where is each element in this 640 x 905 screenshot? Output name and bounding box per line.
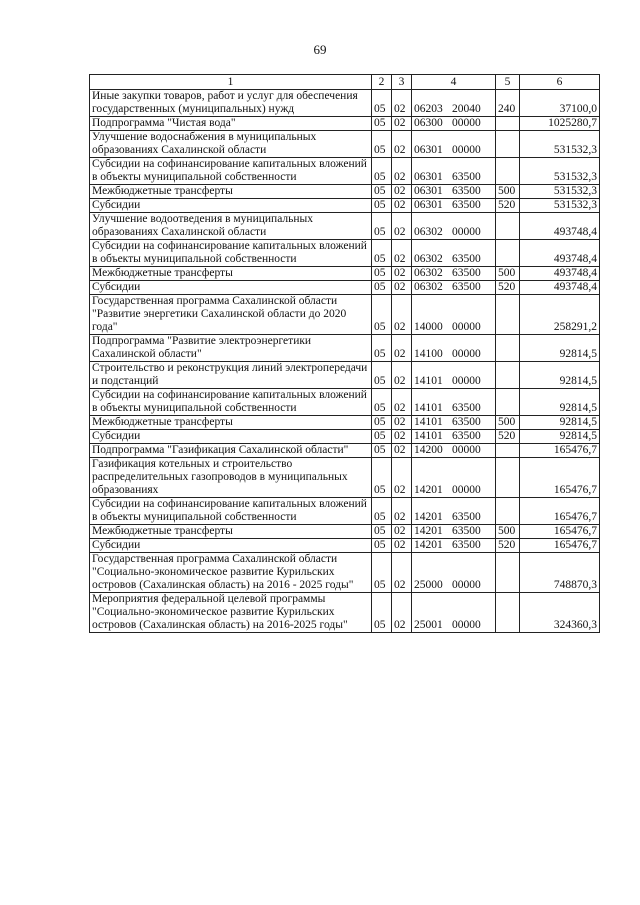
target-article-program-code: 06301 [414, 185, 443, 197]
row-expense-type [496, 593, 520, 633]
row-section: 05 [372, 213, 392, 240]
row-target-article [412, 117, 496, 131]
row-name: Субсидии на софинансирование капитальных вложений в объекты муниципальной собственности [90, 389, 372, 416]
row-expense-type [496, 389, 520, 416]
target-article-program-code: 14201 [414, 539, 443, 551]
row-expense-type [496, 117, 520, 131]
row-expense-type: 500 [496, 185, 520, 199]
row-subsection: 02 [392, 444, 412, 458]
row-subsection: 02 [392, 362, 412, 389]
header-col-5: 5 [496, 75, 520, 90]
target-article-direction-code: 63500 [452, 185, 481, 197]
target-article-direction-code: 00000 [452, 619, 481, 631]
row-expense-type [496, 335, 520, 362]
target-article-program-code: 14201 [414, 525, 443, 537]
row-target-article [412, 158, 496, 185]
row-amount: 37100,0 [520, 90, 600, 117]
row-expense-type [496, 213, 520, 240]
row-target-article [412, 416, 496, 430]
row-subsection: 02 [392, 117, 412, 131]
target-article-program-code: 14201 [414, 484, 443, 496]
row-amount: 493748,4 [520, 213, 600, 240]
header-col-2: 2 [372, 75, 392, 90]
row-target-article [412, 131, 496, 158]
row-name: Межбюджетные трансферты [90, 185, 372, 199]
row-name: Подпрограмма "Газификация Сахалинской области" [90, 444, 372, 458]
row-expense-type: 500 [496, 267, 520, 281]
row-section: 05 [372, 267, 392, 281]
target-article-direction-code: 63500 [452, 402, 481, 414]
row-name: Строительство и реконструкция линий электропередачи и подстанций [90, 362, 372, 389]
table-row [90, 240, 600, 267]
table-row [90, 389, 600, 416]
table-row [90, 199, 600, 213]
row-subsection: 02 [392, 267, 412, 281]
table-row [90, 362, 600, 389]
row-name: Субсидии [90, 430, 372, 444]
table-row [90, 213, 600, 240]
row-expense-type [496, 458, 520, 498]
target-article-program-code: 14101 [414, 430, 443, 442]
row-subsection: 02 [392, 389, 412, 416]
target-article-direction-code: 00000 [452, 444, 481, 456]
row-subsection: 02 [392, 185, 412, 199]
row-target-article [412, 240, 496, 267]
row-section: 05 [372, 362, 392, 389]
row-target-article [412, 335, 496, 362]
row-subsection: 02 [392, 335, 412, 362]
row-subsection: 02 [392, 213, 412, 240]
row-amount: 92814,5 [520, 416, 600, 430]
target-article-program-code: 06301 [414, 171, 443, 183]
row-amount: 748870,3 [520, 553, 600, 593]
row-expense-type: 520 [496, 199, 520, 213]
row-target-article [412, 281, 496, 295]
row-target-article [412, 430, 496, 444]
row-section: 05 [372, 158, 392, 185]
target-article-direction-code: 00000 [452, 117, 481, 129]
table-row [90, 430, 600, 444]
header-col-3: 3 [392, 75, 412, 90]
row-amount: 92814,5 [520, 362, 600, 389]
row-expense-type [496, 498, 520, 525]
row-expense-type: 520 [496, 430, 520, 444]
table-row [90, 553, 600, 593]
row-section: 05 [372, 281, 392, 295]
target-article-direction-code: 00000 [452, 375, 481, 387]
row-section: 05 [372, 416, 392, 430]
row-section: 05 [372, 553, 392, 593]
target-article-direction-code: 00000 [452, 579, 481, 591]
table-row [90, 539, 600, 553]
row-expense-type [496, 131, 520, 158]
row-amount: 165476,7 [520, 539, 600, 553]
row-target-article [412, 90, 496, 117]
row-subsection: 02 [392, 90, 412, 117]
row-target-article [412, 539, 496, 553]
target-article-program-code: 06302 [414, 281, 443, 293]
row-name: Подпрограмма "Чистая вода" [90, 117, 372, 131]
row-section: 05 [372, 199, 392, 213]
target-article-direction-code: 63500 [452, 430, 481, 442]
row-target-article [412, 199, 496, 213]
table-row [90, 295, 600, 335]
target-article-direction-code: 00000 [452, 321, 481, 333]
row-amount: 165476,7 [520, 498, 600, 525]
row-subsection: 02 [392, 416, 412, 430]
row-section: 05 [372, 90, 392, 117]
row-amount: 493748,4 [520, 240, 600, 267]
target-article-direction-code: 63500 [452, 416, 481, 428]
target-article-direction-code: 00000 [452, 348, 481, 360]
table-row [90, 158, 600, 185]
row-expense-type [496, 295, 520, 335]
header-col-6: 6 [520, 75, 600, 90]
row-expense-type: 500 [496, 416, 520, 430]
row-subsection: 02 [392, 430, 412, 444]
table-row [90, 593, 600, 633]
table-row [90, 444, 600, 458]
row-expense-type: 520 [496, 281, 520, 295]
target-article-direction-code: 00000 [452, 144, 481, 156]
row-amount: 258291,2 [520, 295, 600, 335]
target-article-program-code: 25001 [414, 619, 443, 631]
target-article-program-code: 06203 [414, 103, 443, 115]
target-article-program-code: 06302 [414, 253, 443, 265]
table-row [90, 185, 600, 199]
page-number: 69 [313, 42, 327, 57]
table-row [90, 117, 600, 131]
row-section: 05 [372, 593, 392, 633]
row-amount: 531532,3 [520, 185, 600, 199]
row-section: 05 [372, 458, 392, 498]
table-row [90, 90, 600, 117]
row-target-article [412, 295, 496, 335]
row-amount: 493748,4 [520, 281, 600, 295]
row-amount: 165476,7 [520, 444, 600, 458]
target-article-program-code: 06302 [414, 267, 443, 279]
row-name: Субсидии [90, 199, 372, 213]
row-name: Субсидии [90, 539, 372, 553]
row-amount: 531532,3 [520, 131, 600, 158]
row-section: 05 [372, 117, 392, 131]
table-row [90, 281, 600, 295]
row-expense-type: 520 [496, 539, 520, 553]
header-col-1: 1 [90, 75, 372, 90]
row-target-article [412, 389, 496, 416]
row-section: 05 [372, 295, 392, 335]
table-row [90, 335, 600, 362]
target-article-program-code: 06300 [414, 117, 443, 129]
table-body [90, 90, 600, 633]
row-target-article [412, 267, 496, 281]
row-name: Государственная программа Сахалинской области "Развитие энергетики Сахалинской области до 2020 года" [90, 295, 372, 335]
row-subsection: 02 [392, 593, 412, 633]
row-target-article [412, 525, 496, 539]
row-subsection: 02 [392, 553, 412, 593]
table-row [90, 131, 600, 158]
row-name: Подпрограмма "Развитие электроэнергетики Сахалинской области" [90, 335, 372, 362]
row-section: 05 [372, 430, 392, 444]
row-name: Субсидии на софинансирование капитальных вложений в объекты муниципальной собственности [90, 498, 372, 525]
table-row [90, 458, 600, 498]
row-name: Газификация котельных и строительство распределительных газопроводов в муниципальных образованиях [90, 458, 372, 498]
target-article-program-code: 14101 [414, 375, 443, 387]
table-row [90, 525, 600, 539]
row-amount: 1025280,7 [520, 117, 600, 131]
row-target-article [412, 213, 496, 240]
row-name: Субсидии [90, 281, 372, 295]
target-article-direction-code: 63500 [452, 281, 481, 293]
target-article-program-code: 06301 [414, 144, 443, 156]
row-name: Улучшение водоотведения в муниципальных образованиях Сахалинской области [90, 213, 372, 240]
target-article-program-code: 14101 [414, 402, 443, 414]
row-subsection: 02 [392, 199, 412, 213]
row-target-article [412, 498, 496, 525]
row-target-article [412, 593, 496, 633]
row-target-article [412, 553, 496, 593]
row-subsection: 02 [392, 539, 412, 553]
target-article-program-code: 06302 [414, 226, 443, 238]
target-article-program-code: 06301 [414, 199, 443, 211]
row-subsection: 02 [392, 458, 412, 498]
row-subsection: 02 [392, 240, 412, 267]
row-name: Улучшение водоснабжения в муниципальных образованиях Сахалинской области [90, 131, 372, 158]
target-article-direction-code: 63500 [452, 171, 481, 183]
row-subsection: 02 [392, 281, 412, 295]
target-article-program-code: 14101 [414, 416, 443, 428]
row-name: Мероприятия федеральной целевой программы "Социально-экономическое развитие Курильских островов (Сахалинская область) на 2016-2025 годы" [90, 593, 372, 633]
row-expense-type [496, 240, 520, 267]
row-name: Иные закупки товаров, работ и услуг для обеспечения государственных (муниципальных) нужд [90, 90, 372, 117]
target-article-program-code: 14200 [414, 444, 443, 456]
row-amount: 531532,3 [520, 158, 600, 185]
table-row [90, 416, 600, 430]
row-section: 05 [372, 389, 392, 416]
table-row [90, 267, 600, 281]
row-amount: 92814,5 [520, 389, 600, 416]
row-amount: 493748,4 [520, 267, 600, 281]
row-expense-type [496, 158, 520, 185]
header-col-4: 4 [412, 75, 496, 90]
target-article-direction-code: 63500 [452, 253, 481, 265]
row-section: 05 [372, 539, 392, 553]
row-expense-type [496, 444, 520, 458]
row-subsection: 02 [392, 295, 412, 335]
target-article-direction-code: 00000 [452, 484, 481, 496]
budget-table [89, 74, 600, 633]
row-target-article [412, 444, 496, 458]
row-section: 05 [372, 185, 392, 199]
row-section: 05 [372, 444, 392, 458]
row-expense-type [496, 362, 520, 389]
target-article-program-code: 14000 [414, 321, 443, 333]
table-row [90, 498, 600, 525]
target-article-program-code: 25000 [414, 579, 443, 591]
row-name: Субсидии на софинансирование капитальных вложений в объекты муниципальной собственности [90, 240, 372, 267]
row-target-article [412, 458, 496, 498]
target-article-direction-code: 63500 [452, 511, 481, 523]
row-amount: 531532,3 [520, 199, 600, 213]
target-article-direction-code: 63500 [452, 539, 481, 551]
row-target-article [412, 362, 496, 389]
row-section: 05 [372, 131, 392, 158]
target-article-direction-code: 20040 [452, 103, 481, 115]
row-section: 05 [372, 498, 392, 525]
row-amount: 165476,7 [520, 458, 600, 498]
row-name: Межбюджетные трансферты [90, 416, 372, 430]
row-amount: 92814,5 [520, 335, 600, 362]
row-amount: 92814,5 [520, 430, 600, 444]
row-subsection: 02 [392, 498, 412, 525]
table-header-row [90, 75, 600, 90]
row-expense-type: 240 [496, 90, 520, 117]
row-subsection: 02 [392, 158, 412, 185]
row-section: 05 [372, 335, 392, 362]
target-article-program-code: 14201 [414, 511, 443, 523]
target-article-program-code: 14100 [414, 348, 443, 360]
row-subsection: 02 [392, 131, 412, 158]
target-article-direction-code: 63500 [452, 267, 481, 279]
row-amount: 165476,7 [520, 525, 600, 539]
row-name: Государственная программа Сахалинской области "Социально-экономическое развитие Курильских островов (Сахалинская область) на 2016 - 2025 годы" [90, 553, 372, 593]
target-article-direction-code: 00000 [452, 226, 481, 238]
row-name: Межбюджетные трансферты [90, 525, 372, 539]
row-expense-type [496, 553, 520, 593]
target-article-direction-code: 63500 [452, 525, 481, 537]
row-section: 05 [372, 240, 392, 267]
row-target-article [412, 185, 496, 199]
row-amount: 324360,3 [520, 593, 600, 633]
row-name: Субсидии на софинансирование капитальных вложений в объекты муниципальной собственности [90, 158, 372, 185]
row-expense-type: 500 [496, 525, 520, 539]
row-section: 05 [372, 525, 392, 539]
row-subsection: 02 [392, 525, 412, 539]
target-article-direction-code: 63500 [452, 199, 481, 211]
row-name: Межбюджетные трансферты [90, 267, 372, 281]
